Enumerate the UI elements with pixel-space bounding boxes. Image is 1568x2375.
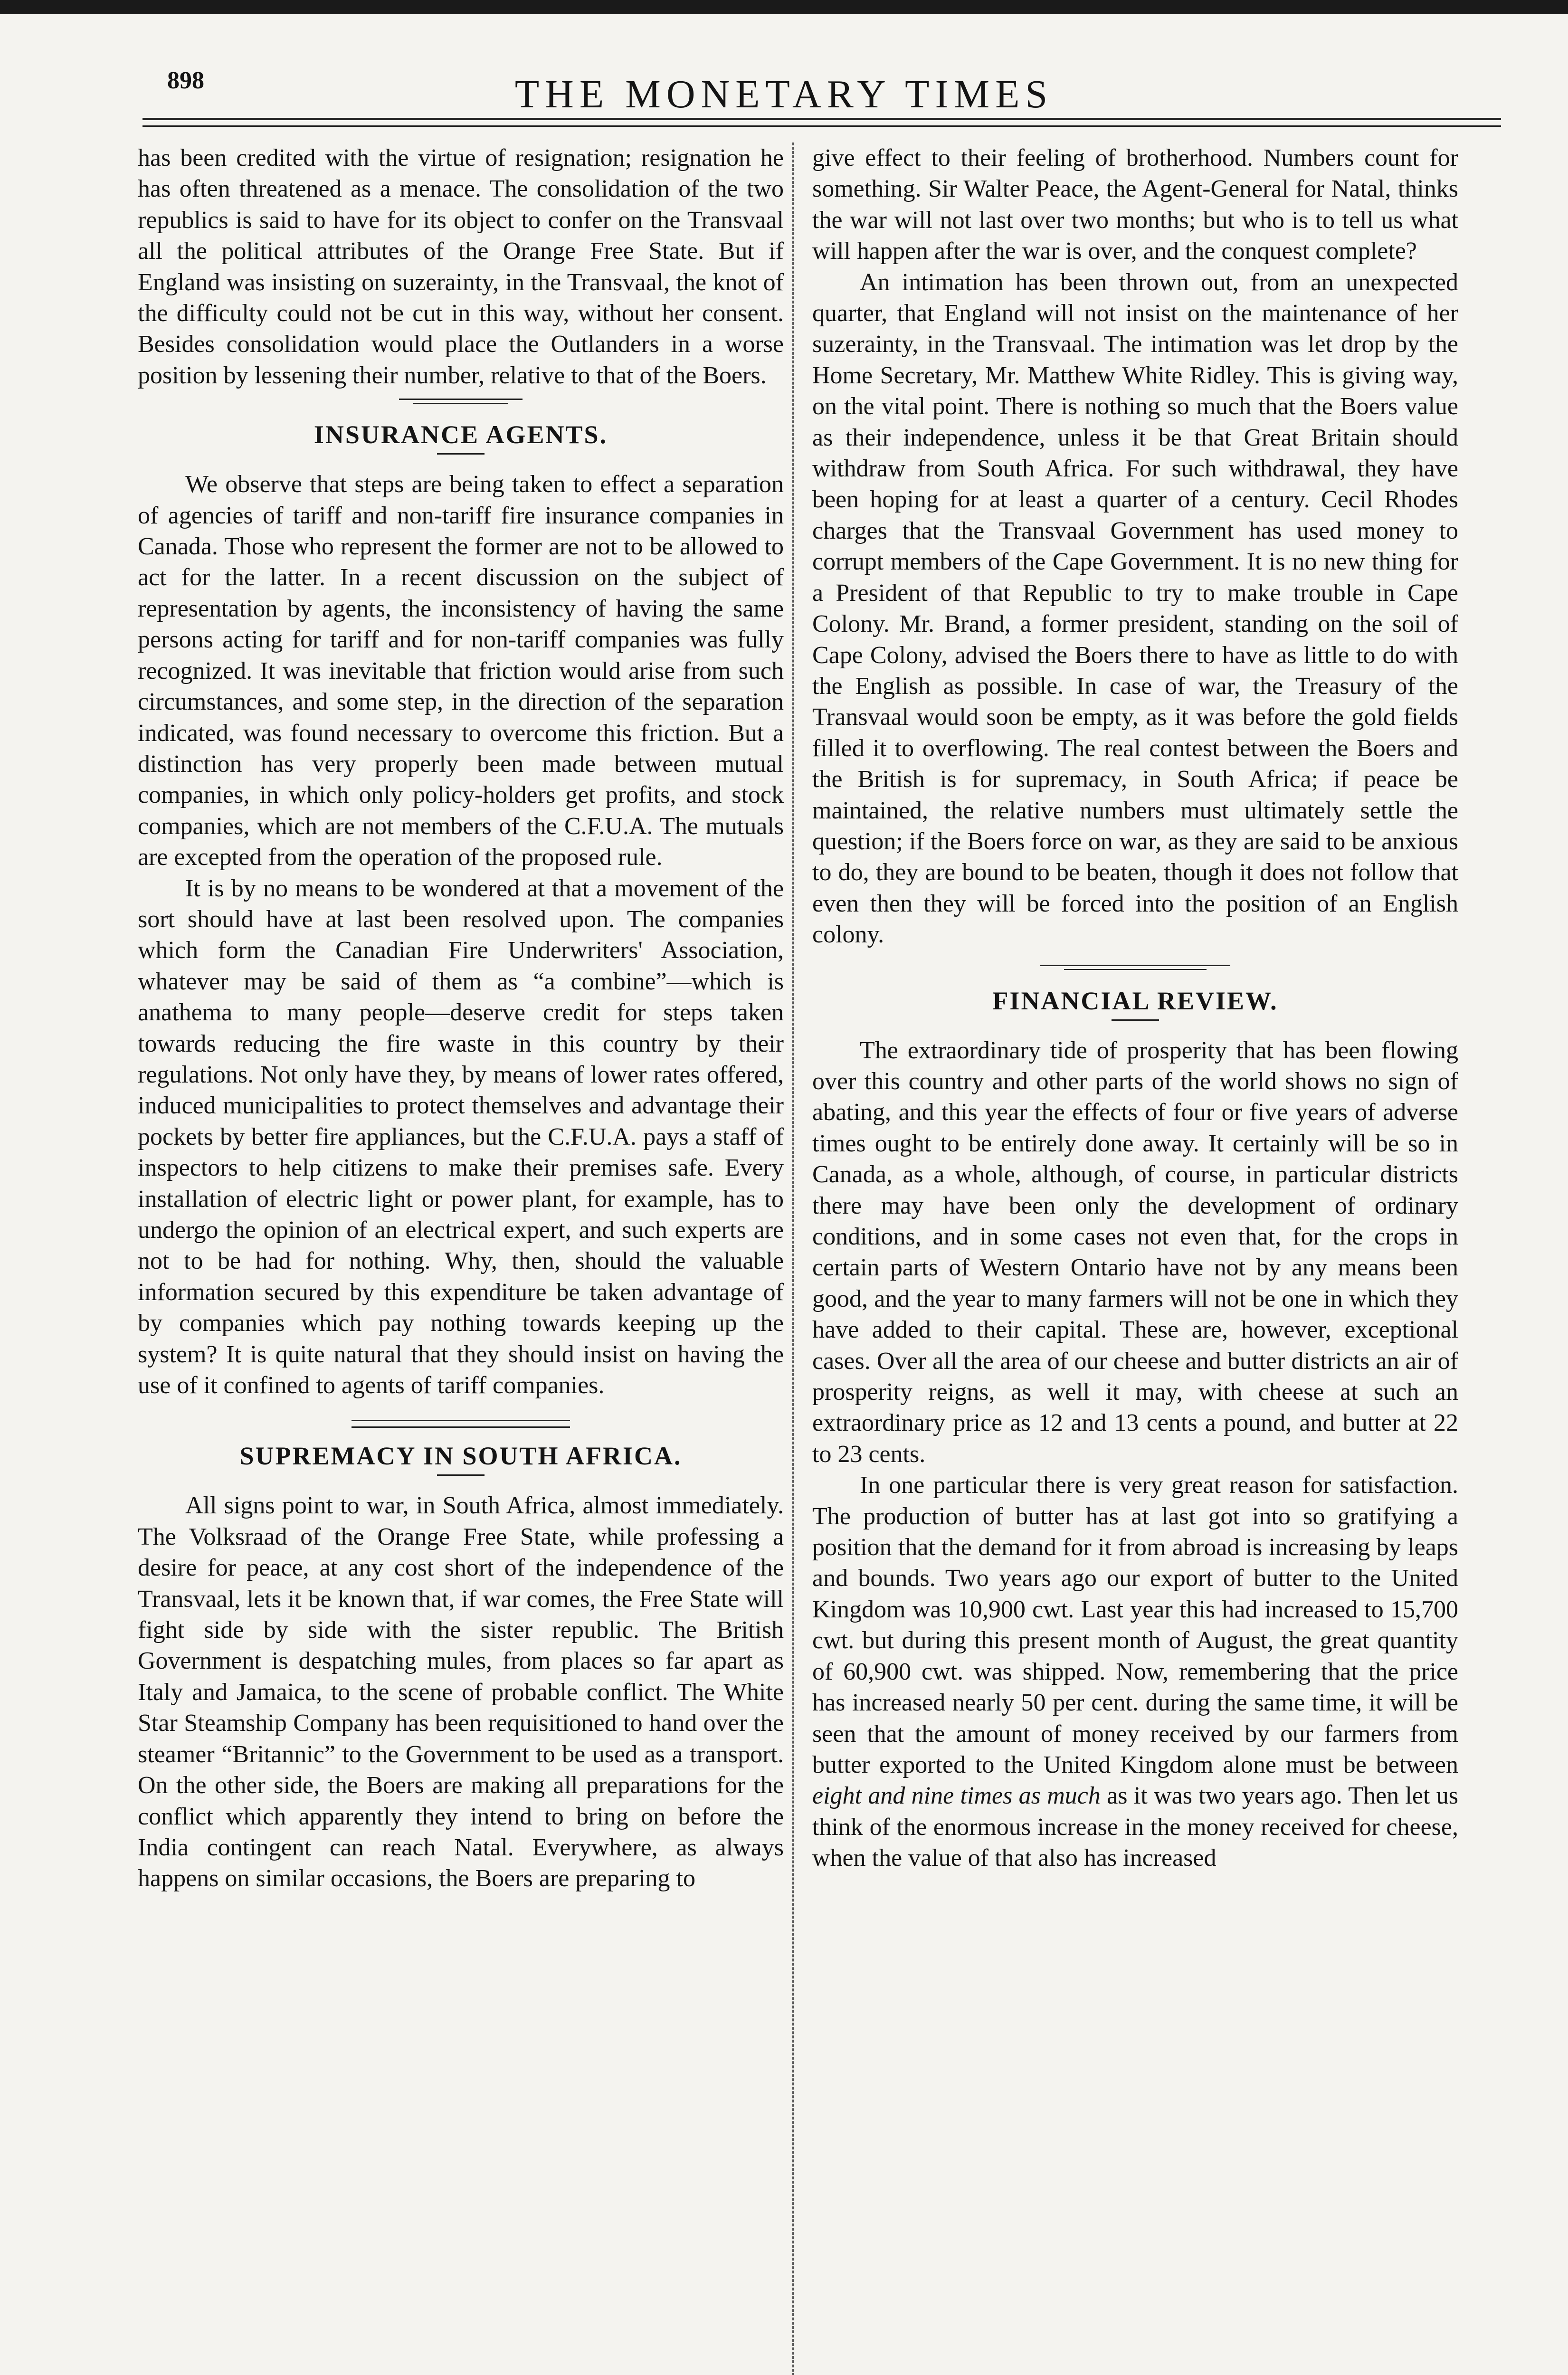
header-rule bbox=[143, 118, 1501, 120]
heading-dash bbox=[437, 453, 485, 455]
financial-paragraph-1: The extraordinary tide of prosperity that has been flowing over this country and other parts of the world shows no sign of abating, and this year the effects of four or five years of adverse times ought to be entirely done away. It certainly will be so in Canada, as a whole, although, of course, in particular districts there may have been only the development of ordinary conditions, and in some cases not even that, for the crops in certain parts of Western Ontario have not by any means been good, and the year to many farmers will not be one in which they have added to their capital. These are, however, exceptional cases. Over all the area of our cheese and butter districts an air of prosperity reigns, as well it may, with cheese at such an extraordinary price as 12 and 13 cents a pound, and butter at 22 to 23 cents. bbox=[812, 1036, 1458, 1468]
supremacy-paragraph: All signs point to war, in South Africa, almost immediately. The Volksraad of the Orange Free State, while professing a desire for peace, at any cost short of the independence of the Transvaal, lets it be known that, if war comes, the Free State will fight side by side with the sister republic. The British Government is despatching mules, from places so far apart as Italy and Jamaica, to the scene of probable conflict. The White Star Steamship Company has been requisitioned to hand over the steamer “Britannic” to the Government to be used as a transport. On the other side, the Boers are making all preparations for the conflict which apparently they intend to bring on before the India contingent can reach Natal. Everywhere, as always happens on similar occasions, the Boers are preparing to bbox=[138, 1492, 784, 1892]
insurance-paragraph-2: It is by no means to be wondered at that a movement of the sort should have at last been resolved upon. The companies which form the Canadian Fire Underwriters' Association, whatever may be said of them as “a combine”—which is anathema to many people—deserve credit for steps taken towards reducing the fire waste in this country by their regulations. Not only have they, by means of lower rates offered, induced municipalities to protect themselves and advantage their pockets by better fire appliances, but the C.F.U.A. pays a staff of inspectors to help citizens to make their premises safe. Every installation of electric light or power plant, for example, has to undergo the opinion of an electrical expert, and such experts are not to be had for nothing. Why, then, should the valuable information secured by this expenditure be taken advantage of by companies which pay nothing towards keeping up the system? It is quite natural that they should insist on having the use of it confined to agents of tariff companies. bbox=[138, 874, 784, 1399]
section-separator bbox=[1040, 965, 1230, 966]
header-rule-secondary bbox=[143, 125, 1501, 127]
page-number: 898 bbox=[167, 67, 204, 94]
right-column bbox=[812, 142, 1458, 1874]
column-divider bbox=[792, 142, 794, 2375]
heading-dash bbox=[437, 1474, 485, 1476]
financial-text: In one particular there is very great reason for satisfaction. The production of butter has at last got into so gratifying a position that the demand for it from abroad is increasing by leaps and bounds. Two years ago our export of butter to the United Kingdom was 10,900 cwt. Last year this had increased to 15,700 cwt. but during this present month of August, the great quantity of 60,900 cwt. was shipped. Now, remembering that the price has increased nearly 50 per cent. during the same time, it will be seen that the amount of money received by our farmers from butter exported to the United Kingdom alone must be between bbox=[812, 1472, 1458, 1778]
supremacy-heading-block bbox=[138, 1420, 784, 1476]
section-separator-thin bbox=[413, 403, 508, 404]
financial-text-continued: as it was two years ago. Then let us think of the enormous increase in the money received for cheese, when the value of that also has increased bbox=[812, 1782, 1458, 1872]
financial-paragraph-2 bbox=[812, 1470, 1458, 1873]
section-separator bbox=[352, 1420, 570, 1428]
left-column bbox=[138, 142, 784, 1894]
suzerainty-paragraph: An intimation has been thrown out, from an unexpected quarter, that England will not insist on the maintenance of her suzerainty, in the Transvaal. The intimation was let drop by the Home Secretary, Mr. Matthew White Ridley. This is giving way, on the vital point. There is nothing so much that the Boers value as their independence, unless it be that Great Britain should withdraw from South Africa. For such withdrawal, they have been hoping for at least a quarter of a century. Cecil Rhodes charges that the Transvaal Government has used money to corrupt members of the Cape Government. It is no new thing for a President of that Republic to try to make trouble in Cape Colony. Mr. Brand, a former president, standing on the soil of Cape Colony, advised the Boers there to have as little to do with the English as possible. In case of war, the Treasury of the Transvaal would soon be empty, as it was before the gold fields filled it to overflowing. The real contest between the Boers and the British is for supremacy, in South Africa; if peace be maintained, the relative numbers must ultimately settle the question; if the Boers force on war, as they are said to be anxious to do, they are bound to be beaten, though it does not follow that even then they will be forced into the position of an English colony. bbox=[812, 268, 1458, 949]
financial-emphasis: eight and nine times as much bbox=[812, 1782, 1101, 1810]
section-separator bbox=[399, 399, 523, 400]
supremacy-heading: SUPREMACY IN SOUTH AFRICA. bbox=[239, 1442, 682, 1471]
continued-paragraph: has been credited with the virtue of resignation; resignation he has often threatened as a menace. The consolidation of the two republics is said to have for its object to confer on the Transvaal all the political attributes of the Orange Free State. But if England was insisting on suzerainty, in the Transvaal, the knot of the difficulty could not be cut in this way, without her consent. Besides consolidation would place the Outlanders in a worse position by lessening their number, relative to that of the Boers. bbox=[138, 144, 784, 389]
continued-paragraph: give effect to their feeling of brotherhood. Numbers count for something. Sir Walter Peace, the Agent-General for Natal, thinks the war will not last over two months; but who is to tell us what will happen after the war is over, and the conquest complete? bbox=[812, 144, 1458, 265]
heading-dash bbox=[1112, 1019, 1159, 1021]
financial-review-heading-block bbox=[812, 965, 1458, 1021]
financial-review-heading: FINANCIAL REVIEW. bbox=[992, 986, 1278, 1015]
insurance-agents-heading-block bbox=[138, 399, 784, 455]
page-top-edge bbox=[0, 0, 1568, 14]
masthead: THE MONETARY TIMES bbox=[514, 72, 1054, 116]
insurance-paragraph-1: We observe that steps are being taken to effect a separation of agencies of tariff and non-tariff fire insurance companies in Canada. Those who represent the former are not to be allowed to act for the latter. In a recent discussion on the subject of representation by agents, the inconsistency of having the same persons acting for tariff and for non-tariff companies was fully recognized. It was inevitable that friction would arise from such circumstances, and some step, in the direction of the separation indicated, was found necessary to overcome this friction. But a distinction has very properly been made between mutual companies, in which only policy-holders get profits, and stock companies, which are not members of the C.F.U.A. The mutuals are excepted from the operation of the proposed rule. bbox=[138, 471, 784, 871]
section-separator-thin bbox=[1064, 969, 1207, 970]
insurance-agents-heading: INSURANCE AGENTS. bbox=[314, 420, 608, 449]
